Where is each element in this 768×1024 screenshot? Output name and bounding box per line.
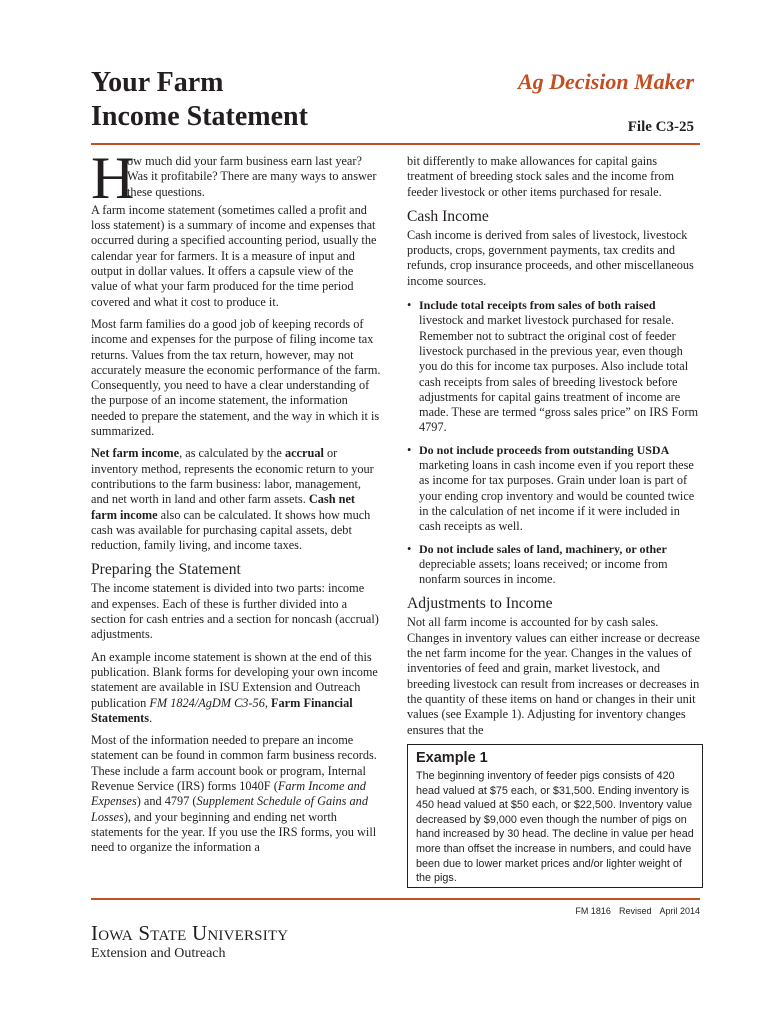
bullet-icon: • — [407, 298, 412, 313]
term-accrual: accrual — [284, 446, 324, 461]
paragraph-example-reference: An example income statement is shown at the end of this publication. Blank forms for developing your own income statement are available in ISU Extension and Outreach publication FM 1824/AgDM C3-56, Farm Financial Statements. — [91, 649, 378, 725]
paragraph-records: Most farm families do a good job of keeping records of income and expenses for the purpose of filing income tax returns. Values from the tax return, however, may not accurately measure the economic performance of the farm. Consequently, you need to have a clear understanding of the purpose of an income statement, the information needed to prepare the statement, and the way in which it is summarized. — [91, 316, 381, 439]
drop-cap: H — [91, 145, 135, 211]
paragraph-cash-income: Cash income is derived from sales of livestock, livestock products, crops, government payments, tax credits and refunds, crop insurance proceeds, and other miscellaneous income sources. — [407, 227, 694, 288]
page-title — [91, 66, 421, 134]
heading-cash-income: Cash Income — [407, 207, 489, 225]
file-code: File C3-25 — [627, 119, 694, 135]
revision-date: April 2014 — [659, 906, 700, 916]
right-column — [407, 154, 703, 745]
series-title: Ag Decision Maker — [518, 69, 694, 94]
example-title: Example 1 — [416, 750, 488, 766]
paragraph-net-income: Net farm income, as calculated by the accrual or inventory method, represents the economic return to your contributions to the farm business: labor, management, and net worth in land and other farm assets. Cash net farm income also can be calculated. It shows how much cash was available for purchasing capital assets, debt reduction, family living, and income taxes. — [91, 446, 374, 553]
left-column — [91, 145, 381, 862]
bullet-icon: • — [407, 541, 412, 556]
footer-divider — [91, 898, 700, 900]
example-box — [407, 744, 703, 888]
page-title-line1: Your Farm — [91, 67, 224, 98]
heading-adjustments: Adjustments to Income — [407, 595, 553, 613]
paragraph-definition: A farm income statement (sometimes called a profit and loss statement) is a summary of income and expenses that occurred during a specified accounting period, usually the calendar year for farmers. It is a measure of input and output in dollar values. It offers a capsule view of the value of what your farm produced for the time period covered and what it cost to produce it. — [91, 202, 377, 309]
intro-paragraph — [91, 145, 381, 211]
term-net-farm-income: Net farm income — [91, 446, 180, 461]
intro-text: ow much did your farm business earn last year? Was it profitabile? There are many ways to answer these questions. — [127, 154, 377, 199]
extension-name: Extension and Outreach — [91, 946, 226, 961]
bullet-icon: • — [407, 442, 412, 457]
paragraph-adjustments: Not all farm income is accounted for by cash sales. Changes in inventory values can either increase or decrease the net farm income for the year. Changes in the values of inventories of feed and grain, market livestock, and breeding livestock can result from increases or decreases in the quantity of these items on hand or changes in their unit values (see Example 1). Adjusting for inventory changes ensures that the — [407, 615, 700, 737]
list-item: • Do not include sales of land, machinery, or other depreciable assets; loans received; or income from nonfarm sources in income. — [407, 541, 668, 587]
paragraph-continuation: bit differently to make allowances for capital gains treatment of breeding stock sales and the income from feeder livestock or other items purchased for resale. — [407, 154, 675, 199]
term-cash-net-farm-income: Cash net farm income — [91, 492, 355, 522]
page-title-line2: Income Statement — [91, 101, 308, 132]
paragraph-information-sources: Most of the information needed to prepare an income statement can be found in common farm business records. These include a farm account book or program, Internal Revenue Service (IRS) forms 1040F (Farm Income and Expenses) and 4797 (Supplement Schedule of Gains and Losses), and your beginning and ending net worth statements for the year. If you use the IRS forms, you will need to organize the information a — [91, 733, 377, 855]
cash-income-list — [407, 298, 703, 587]
university-name: Iowa State University — [91, 921, 289, 945]
paragraph-two-parts: The income statement is divided into two parts: income and expenses. Each of these is further divided into a section for cash entries and a section for noncash (accrual) adjustments. — [91, 581, 379, 642]
revision-status: Revised — [618, 906, 652, 916]
publication-title: Farm Financial Statements — [91, 695, 353, 725]
publication-id: FM 1824/AgDM C3-56 — [149, 695, 265, 710]
publication-info — [480, 905, 700, 917]
university-logo — [91, 921, 351, 962]
example-text: The beginning inventory of feeder pigs consists of 420 head valued at $75 each, or $31,500. Ending inventory is 450 head valued at $50 each, or $22,500. Inventory value decreased by $9,000 even though the number of pigs on hand increased by 30 head. The decline in value per head more than offset the increase in numbers, and could have been due to lower market prices and/or lighter weight of the pigs. — [416, 770, 694, 885]
list-item: • Do not include proceeds from outstanding USDA marketing loans in cash income even if you report these as income for tax purposes. Grain under loan is part of your ending crop inventory and would be counted twice in the calculation of net income if it were included in cash receipts as well. — [407, 442, 695, 534]
form-4797-title: Supplement Schedule of Gains and Losses — [91, 794, 368, 824]
header-divider — [91, 143, 700, 145]
list-item: • Include total receipts from sales of both raised livestock and market livestock purchased for resale. Remember not to subtract the original cost of feeder livestock purchased in the previous year, even though you do this for income tax purposes. Also include total cash receipts from sales of breeding livestock before adjustments for capital gains treatment of income are made. These are termed “gross sales price” on IRS Form 4797. — [407, 298, 699, 435]
publication-number: FM 1816 — [575, 906, 611, 916]
form-1040f-title: Farm Income and Expenses — [91, 778, 366, 809]
heading-preparing-statement: Preparing the Statement — [91, 561, 241, 579]
